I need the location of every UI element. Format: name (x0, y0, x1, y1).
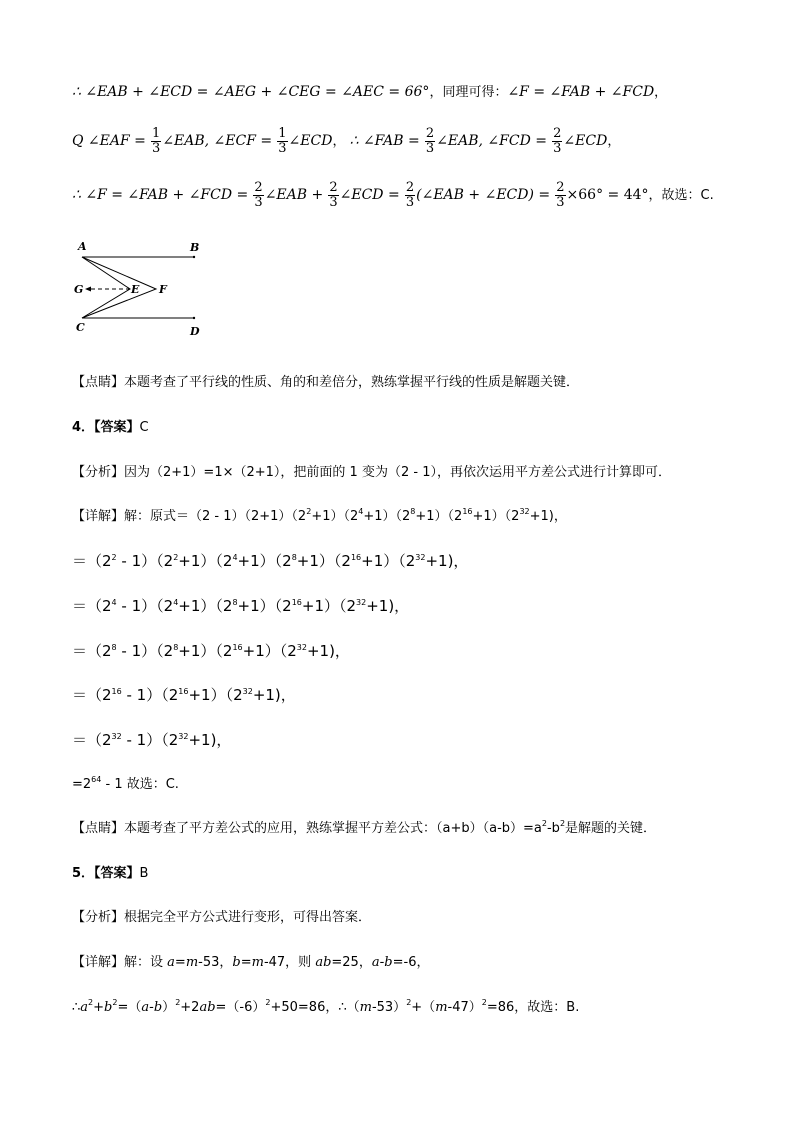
superscript: 32 (415, 553, 426, 562)
q4-analysis: 【分析】因为（2+1）=1×（2+1），把前面的 1 变为（2 - 1），再依次运用平方差公式进行计算即可． (72, 465, 671, 480)
text: +1)， (306, 642, 350, 660)
text: - 1 故选：C. (101, 777, 179, 792)
text: - 1）（2 (121, 686, 179, 704)
variable: a (80, 1000, 89, 1015)
label-b: B (190, 241, 200, 254)
superscript: 32 (242, 687, 253, 696)
variable: b (153, 1000, 163, 1015)
variable: m (251, 955, 264, 970)
text: -53） (371, 1000, 407, 1015)
answer-label: 4．【答案】 (72, 420, 140, 435)
text: +1)， (366, 597, 410, 615)
text: +1）（2 (237, 597, 292, 615)
text: ＝（2 (72, 642, 112, 660)
text: =86，故选：B. (486, 1000, 580, 1015)
text: =-6， (392, 955, 430, 970)
arrow-g-icon (85, 287, 91, 292)
denominator: 3 (278, 141, 287, 156)
denominator: 3 (405, 195, 415, 210)
proof-paren-sum: (∠EAB + ∠ECD) = (416, 187, 551, 203)
superscript: 32 (111, 732, 122, 741)
text: -47） (447, 1000, 482, 1015)
variable: b (232, 955, 241, 970)
numerator: 2 (405, 180, 415, 195)
proof-angle-f: ∠F = ∠FAB + ∠FCD (507, 84, 655, 100)
text: - 1）（2 (121, 731, 179, 749)
superscript: 2 (406, 998, 412, 1007)
text: +1)， (425, 552, 469, 570)
text: +1）（2 (361, 552, 416, 570)
proof-f-sum: ∴ ∠F = ∠FAB + ∠FCD = (72, 187, 249, 203)
superscript: 2 (541, 819, 547, 828)
answer-value: C (139, 420, 149, 435)
fraction (555, 181, 565, 210)
text: + (93, 1000, 105, 1015)
superscript: 32 (356, 598, 367, 607)
text: +2 (180, 1000, 200, 1015)
superscript: 2 (111, 553, 117, 562)
text: ＝（2 (72, 552, 112, 570)
superscript: 8 (173, 643, 179, 652)
proof-result: ×66° = 44° (566, 187, 649, 203)
text: +1)， (529, 509, 567, 524)
text: -53， (198, 955, 233, 970)
text: +1）（2 (301, 597, 357, 615)
superscript: 4 (173, 598, 179, 607)
superscript: 4 (358, 507, 364, 516)
text: ∴ (72, 1000, 81, 1015)
superscript: 8 (410, 507, 416, 516)
variable: b (384, 955, 393, 970)
text: 是解题的关键． (565, 821, 657, 836)
numerator: 2 (556, 180, 565, 195)
superscript: 16 (350, 553, 362, 562)
fraction (405, 181, 415, 210)
denominator: 3 (556, 195, 565, 210)
numerator: 2 (553, 126, 562, 141)
text: =25， (331, 955, 372, 970)
proof-line-3 (72, 180, 714, 211)
text: = (174, 955, 186, 970)
text: +1）（2 (178, 642, 233, 660)
q4-step-6 (72, 775, 179, 795)
superscript: 32 (178, 732, 189, 741)
q5-answer (72, 864, 148, 884)
numerator: 2 (329, 180, 338, 195)
fraction (552, 127, 562, 156)
q4-step-4 (72, 685, 296, 705)
superscript: 16 (111, 687, 122, 696)
proof-comma: ， (654, 85, 668, 100)
text: +1)， (188, 731, 232, 749)
label-e: E (131, 283, 140, 296)
text: +（ (411, 1000, 436, 1015)
variable: m (359, 1000, 372, 1015)
proof-ecd: ∠ECD (563, 133, 608, 149)
proof-eab-fcd: ∠EAB, ∠FCD = (436, 133, 547, 149)
superscript: 2 (481, 998, 487, 1007)
superscript: 8 (291, 553, 297, 562)
q4-comment (72, 819, 656, 839)
q5-detail (72, 953, 429, 973)
superscript: 2 (88, 998, 94, 1007)
text: +1）（2 (311, 509, 359, 524)
proof-fab: ∴ ∠FAB = (349, 133, 420, 149)
text: -47，则 (263, 955, 316, 970)
proof-similarly: ，同理可得： (429, 85, 508, 100)
q4-step-5 (72, 730, 231, 750)
fraction (277, 127, 287, 156)
text: +1）（2 (415, 509, 463, 524)
text: +1）（2 (178, 597, 233, 615)
q3-comment: 【点睛】本题考查了平行线的性质、角的和差倍分，熟练掌握平行线的性质是解题关键． (72, 375, 580, 390)
superscript: 2 (175, 998, 181, 1007)
proof-line-2 (72, 126, 620, 157)
superscript: 16 (462, 507, 473, 516)
fraction (328, 181, 338, 210)
text: =（ (117, 1000, 142, 1015)
q5-analysis: 【分析】根据完全平方公式进行变形，可得出答案． (72, 910, 372, 925)
text: 【详解】解：原式＝（2 - 1）（2+1）（2 (72, 509, 307, 524)
variable: a (141, 1000, 150, 1015)
text: +1）（2 (472, 509, 520, 524)
proof-angle-sum: ∴ ∠EAB + ∠ECD = ∠AEG + ∠CEG = ∠AEC = 66° (72, 84, 430, 100)
denominator: 3 (553, 141, 562, 156)
text: - 1）（2 (116, 642, 174, 660)
proof-comma: ， (332, 134, 346, 149)
superscript: 2 (306, 507, 312, 516)
superscript: 32 (296, 643, 307, 652)
variable: ab (315, 955, 332, 970)
superscript: 16 (178, 687, 189, 696)
text: +1）（2 (242, 642, 297, 660)
answer-label: 5．【答案】 (72, 866, 140, 881)
denominator: 3 (329, 195, 338, 210)
denominator: 3 (254, 195, 263, 210)
denominator: 3 (425, 141, 435, 156)
point-b (193, 256, 195, 258)
text: +1）（2 (188, 686, 243, 704)
text: - (379, 955, 385, 970)
fraction (425, 127, 435, 156)
text: ＝（2 (72, 731, 112, 749)
superscript: 16 (291, 598, 302, 607)
q5-final (72, 998, 579, 1018)
fraction (253, 181, 263, 210)
line-afc (82, 257, 156, 318)
variable: ab (199, 1000, 216, 1015)
label-a: A (78, 240, 87, 253)
proof-eaf: Q ∠EAF = (72, 133, 146, 149)
text: +1)， (252, 686, 296, 704)
text: ＝（2 (72, 597, 112, 615)
text: +1）（2 (363, 509, 411, 524)
superscript: 2 (112, 998, 118, 1007)
superscript: 2 (265, 998, 271, 1007)
text: ＝（2 (72, 686, 112, 704)
point-d (193, 317, 195, 319)
superscript: 4 (232, 553, 238, 562)
text: =2 (72, 777, 92, 792)
proof-ecd: ∠ECD (288, 133, 333, 149)
text: -b (546, 821, 560, 836)
numerator: 2 (254, 180, 263, 195)
proof-eab: ∠EAB + (264, 187, 324, 203)
numerator: 2 (425, 126, 435, 141)
answer-value: B (139, 866, 149, 881)
label-c: C (76, 321, 85, 334)
text: =（-6） (215, 1000, 266, 1015)
text: +50=86，∴（ (270, 1000, 360, 1015)
text: = (240, 955, 252, 970)
superscript: 8 (111, 643, 117, 652)
text: +1）（2 (178, 552, 233, 570)
proof-line-1 (72, 82, 667, 103)
proof-ecd: ∠ECD = (339, 187, 400, 203)
q4-answer (72, 418, 149, 438)
text: 【点睛】本题考查了平方差公式的应用，熟练掌握平方差公式：（a+b）（a-b）=a (72, 821, 542, 836)
variable: m (435, 1000, 448, 1015)
numerator: 1 (278, 126, 287, 141)
text: +1）（2 (296, 552, 351, 570)
q4-step-3 (72, 641, 350, 661)
fraction (151, 127, 161, 156)
text: ） (162, 1000, 176, 1015)
label-g: G (74, 283, 84, 296)
superscript: 32 (519, 507, 530, 516)
proof-eab-ecf: ∠EAB, ∠ECF = (162, 133, 273, 149)
superscript: 8 (232, 598, 238, 607)
text: +1）（2 (237, 552, 292, 570)
text: 【详解】解：设 (72, 955, 168, 970)
superscript: 4 (111, 598, 117, 607)
numerator: 1 (152, 126, 161, 141)
text: - 1）（2 (116, 552, 174, 570)
denominator: 3 (152, 141, 161, 156)
proof-comma: ， (607, 134, 621, 149)
superscript: 16 (232, 643, 243, 652)
superscript: 2 (173, 553, 179, 562)
text: - (149, 1000, 154, 1015)
geometry-figure (70, 238, 210, 338)
text: - 1）（2 (116, 597, 174, 615)
variable: m (185, 955, 199, 970)
superscript: 2 (559, 819, 566, 828)
q4-step-1 (72, 551, 468, 571)
superscript: 64 (91, 775, 102, 784)
label-d: D (190, 325, 200, 338)
label-f: F (159, 283, 167, 296)
proof-choice: ，故选：C. (648, 188, 714, 203)
variable: a (167, 955, 175, 970)
variable: a (371, 955, 380, 970)
q4-step-2 (72, 596, 409, 616)
variable: b (104, 1000, 113, 1015)
q4-detail (72, 507, 567, 527)
